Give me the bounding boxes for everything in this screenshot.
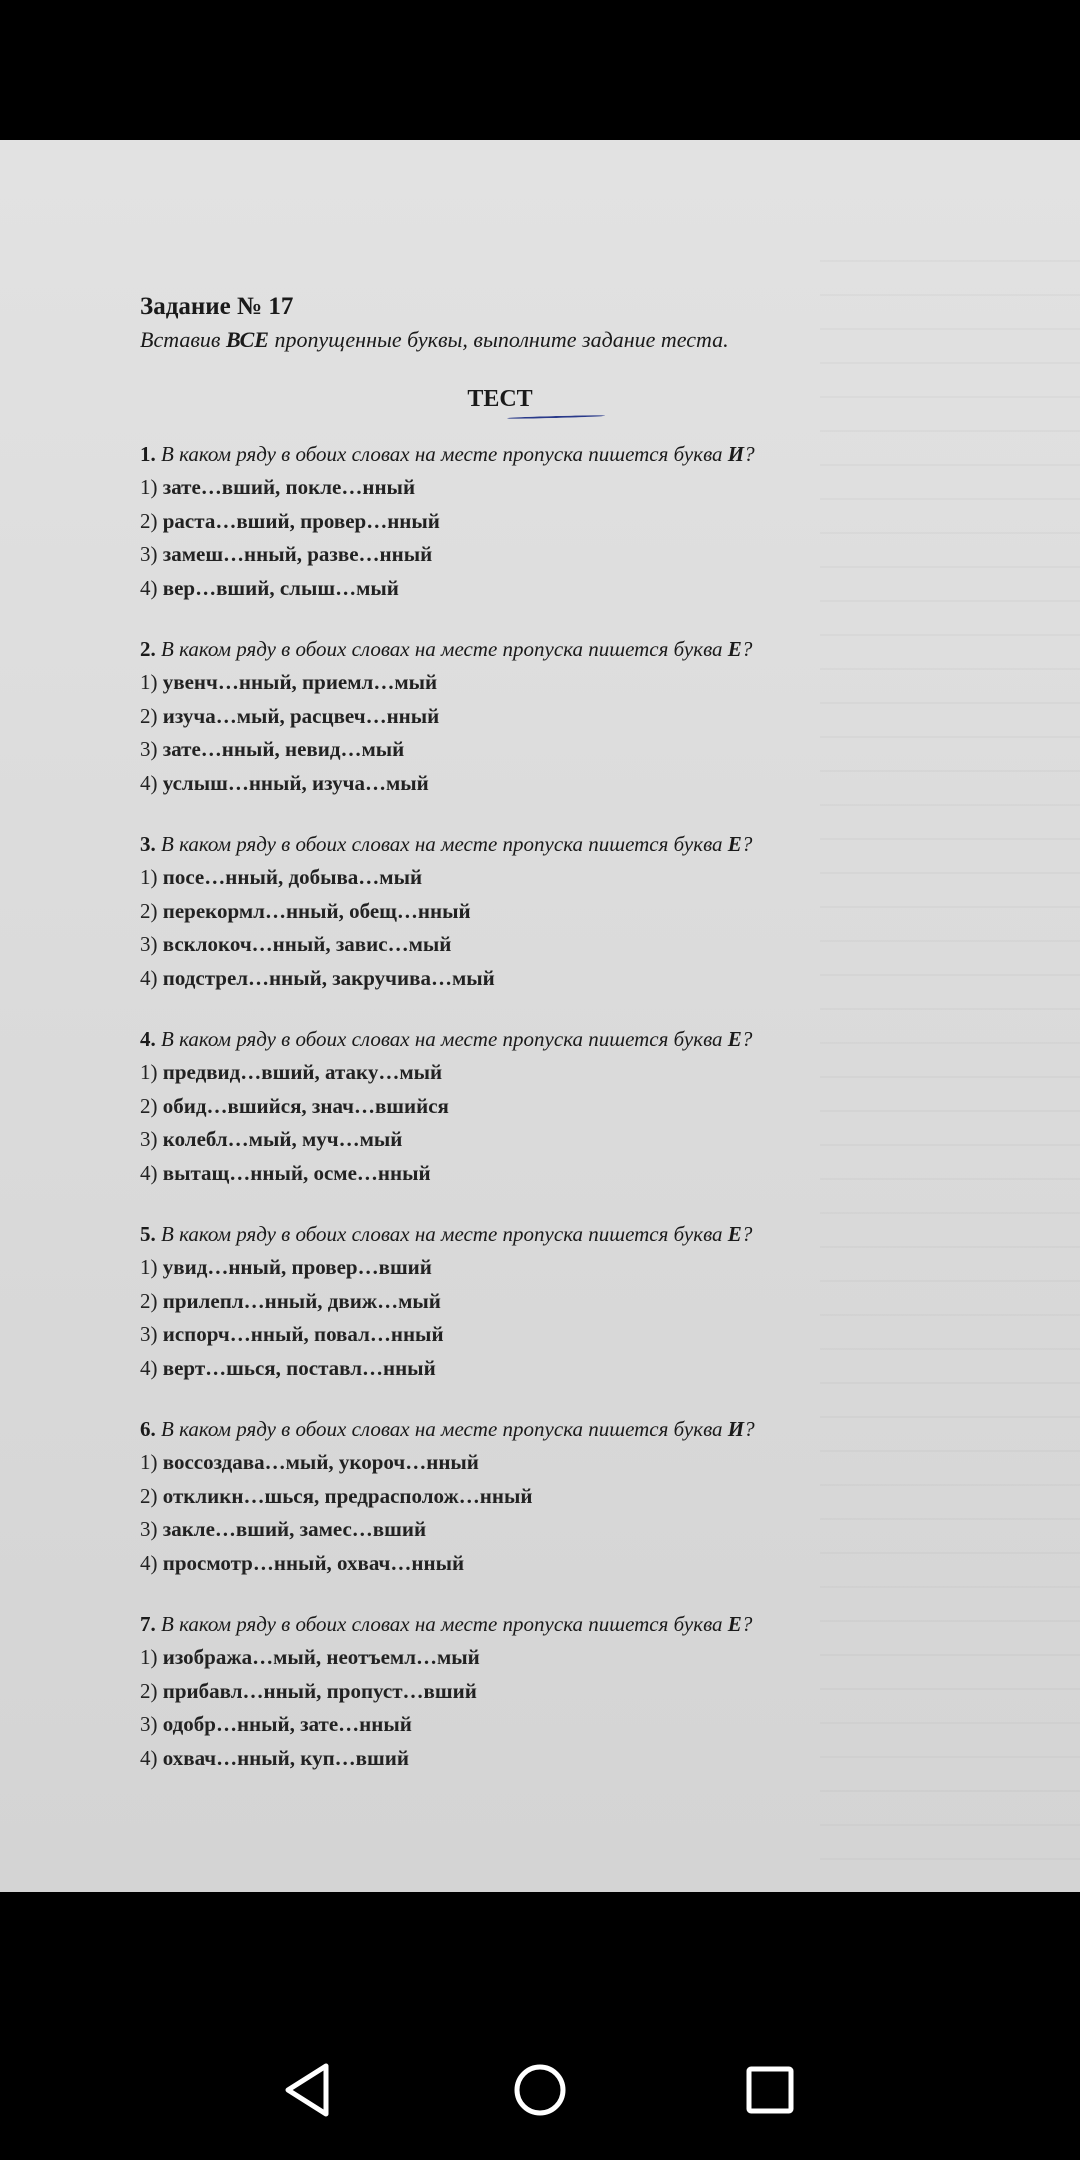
question-text: В каком ряду в обоих словах на месте пропуска пишется буква <box>155 1417 728 1441</box>
answer-option <box>140 1352 900 1386</box>
question-letter: Е <box>727 1027 742 1051</box>
option-text: раста…вший, провер…нный <box>157 508 440 533</box>
task-instruction <box>140 324 900 356</box>
option-number: 3) <box>140 1127 158 1151</box>
worksheet-content <box>140 290 900 1775</box>
option-number: 3) <box>140 737 158 761</box>
option-number: 4) <box>140 575 158 600</box>
answer-option <box>140 1251 900 1285</box>
instruction-post: пропущенные буквы, выполните задание теста. <box>268 327 729 352</box>
option-text: просмотр…нный, охвач…нный <box>157 1550 465 1575</box>
question-text: В каком ряду в обоих словах на месте пропуска пишется буква <box>155 637 728 661</box>
question-text: В каком ряду в обоих словах на месте пропуска пишется буква <box>155 1027 728 1051</box>
answer-option <box>140 1318 900 1352</box>
square-recents-icon <box>745 2065 795 2115</box>
task-title: Задание № 17 <box>140 293 294 320</box>
question-number: 3. <box>140 832 156 856</box>
answer-option <box>140 471 900 505</box>
option-text: одобр…нный, зате…нный <box>157 1712 412 1736</box>
option-number: 2) <box>140 703 158 728</box>
top-black-bar <box>0 0 1080 140</box>
question-letter: И <box>727 442 745 466</box>
answer-option <box>140 1090 900 1124</box>
option-text: охвач…нный, куп…вший <box>157 1745 409 1770</box>
question-heading <box>140 828 900 861</box>
option-number: 3) <box>140 932 158 956</box>
option-number: 2) <box>140 1483 158 1508</box>
option-text: зате…вший, покле…нный <box>157 475 416 499</box>
question-number: 6. <box>140 1417 156 1441</box>
question-block <box>140 1218 900 1385</box>
answer-option <box>140 733 900 767</box>
question-text: В каком ряду в обоих словах на месте пропуска пишется буква <box>155 1612 728 1636</box>
question-number: 7. <box>140 1612 156 1636</box>
question-end: ? <box>741 1612 753 1636</box>
option-text: перекормл…нный, обещ…нный <box>157 898 471 923</box>
answer-option <box>140 1675 900 1709</box>
option-text: увенч…нный, приемл…мый <box>157 670 438 694</box>
answer-option <box>140 1056 900 1090</box>
answer-option <box>140 1446 900 1480</box>
option-number: 1) <box>140 1645 158 1669</box>
question-letter: Е <box>727 637 742 661</box>
answer-option <box>140 1480 900 1514</box>
option-number: 4) <box>140 1745 158 1770</box>
option-number: 4) <box>140 1160 158 1185</box>
home-button[interactable] <box>500 2050 580 2130</box>
option-number: 4) <box>140 1550 158 1575</box>
option-text: обид…вшийся, знач…вшийся <box>157 1093 449 1118</box>
instruction-bold: ВСЕ <box>225 327 269 352</box>
option-number: 3) <box>140 1712 158 1736</box>
instruction-pre: Вставив <box>140 327 226 352</box>
option-number: 2) <box>140 1288 158 1313</box>
question-heading <box>140 1218 900 1251</box>
answer-option <box>140 666 900 700</box>
question-block <box>140 1413 900 1580</box>
option-text: изобража…мый, неотъемл…мый <box>157 1645 480 1669</box>
question-letter: И <box>727 1417 745 1441</box>
option-number: 1) <box>140 1060 158 1084</box>
question-text: В каком ряду в обоих словах на месте пропуска пишется буква <box>155 1222 728 1246</box>
question-letter: Е <box>727 1612 742 1636</box>
answer-option <box>140 861 900 895</box>
answer-option <box>140 700 900 734</box>
back-button[interactable] <box>268 2050 348 2130</box>
option-text: изуча…мый, расцвеч…нный <box>157 703 440 728</box>
option-text: верт…шься, поставл…нный <box>157 1355 436 1380</box>
pen-underline <box>507 415 605 420</box>
option-text: предвид…вший, атаку…мый <box>157 1060 443 1084</box>
option-number: 1) <box>140 1450 158 1474</box>
option-text: закле…вший, замес…вший <box>157 1517 427 1541</box>
test-heading: ТЕСТ <box>467 386 533 412</box>
option-text: всклокоч…нный, завис…мый <box>157 932 452 956</box>
answer-option <box>140 962 900 996</box>
option-text: вер…вший, слыш…мый <box>157 575 399 600</box>
answer-option <box>140 538 900 572</box>
option-number: 3) <box>140 1517 158 1541</box>
option-number: 1) <box>140 1255 158 1279</box>
option-number: 3) <box>140 1322 158 1346</box>
question-number: 1. <box>140 442 156 466</box>
option-text: замеш…нный, разве…нный <box>157 542 433 566</box>
answer-option <box>140 1157 900 1191</box>
question-end: ? <box>741 832 753 856</box>
answer-option <box>140 1123 900 1157</box>
answer-option <box>140 1641 900 1675</box>
option-number: 3) <box>140 542 158 566</box>
navigation-bar <box>0 2030 1080 2160</box>
option-text: услыш…нный, изуча…мый <box>157 770 429 795</box>
question-end: ? <box>741 1222 753 1246</box>
answer-option <box>140 1708 900 1742</box>
question-heading <box>140 633 900 666</box>
answer-option <box>140 1742 900 1776</box>
option-text: вытащ…нный, осме…нный <box>157 1160 431 1185</box>
triangle-back-icon <box>282 2062 334 2118</box>
option-number: 4) <box>140 1355 158 1380</box>
option-number: 1) <box>140 475 158 499</box>
recents-button[interactable] <box>730 2050 810 2130</box>
questions-list <box>140 438 900 1775</box>
option-text: прибавл…нный, пропуст…вший <box>157 1678 477 1703</box>
answer-option <box>140 928 900 962</box>
question-end: ? <box>744 442 755 466</box>
question-block <box>140 633 900 800</box>
option-text: откликн…шься, предрасполож…нный <box>157 1483 533 1508</box>
question-heading <box>140 1023 900 1056</box>
question-letter: Е <box>727 1222 742 1246</box>
question-end: ? <box>741 1027 753 1051</box>
answer-option <box>140 572 900 606</box>
answer-option <box>140 1547 900 1581</box>
question-number: 5. <box>140 1222 156 1246</box>
answer-option <box>140 1513 900 1547</box>
option-number: 2) <box>140 1093 158 1118</box>
question-block <box>140 828 900 995</box>
answer-option <box>140 895 900 929</box>
option-number: 2) <box>140 508 158 533</box>
option-text: увид…нный, провер…вший <box>157 1255 432 1279</box>
question-heading <box>140 438 900 471</box>
option-number: 4) <box>140 770 158 795</box>
option-text: колебл…мый, муч…мый <box>157 1127 403 1151</box>
question-end: ? <box>741 637 753 661</box>
answer-option <box>140 1285 900 1319</box>
option-number: 4) <box>140 965 158 990</box>
question-heading <box>140 1608 900 1641</box>
question-number: 2. <box>140 637 156 661</box>
answer-option <box>140 767 900 801</box>
option-number: 2) <box>140 898 158 923</box>
option-text: посе…нный, добыва…мый <box>157 865 423 889</box>
question-text: В каком ряду в обоих словах на месте пропуска пишется буква <box>155 442 728 466</box>
question-block <box>140 1023 900 1190</box>
question-letter: Е <box>727 832 742 856</box>
option-text: испорч…нный, повал…нный <box>157 1322 444 1346</box>
question-text: В каком ряду в обоих словах на месте пропуска пишется буква <box>155 832 728 856</box>
photo-of-worksheet <box>0 140 1080 1892</box>
option-text: воссоздава…мый, укороч…нный <box>157 1450 479 1474</box>
option-number: 2) <box>140 1678 158 1703</box>
option-text: зате…нный, невид…мый <box>157 737 405 761</box>
answer-option <box>140 505 900 539</box>
option-text: прилепл…нный, движ…мый <box>157 1288 441 1313</box>
circle-home-icon <box>512 2062 568 2118</box>
option-text: подстрел…нный, закручива…мый <box>157 965 495 990</box>
test-heading-wrap <box>140 382 860 416</box>
question-number: 4. <box>140 1027 156 1051</box>
question-block <box>140 438 900 605</box>
question-heading <box>140 1413 900 1446</box>
option-number: 1) <box>140 670 158 694</box>
question-block <box>140 1608 900 1775</box>
option-number: 1) <box>140 865 158 889</box>
question-end: ? <box>744 1417 755 1441</box>
